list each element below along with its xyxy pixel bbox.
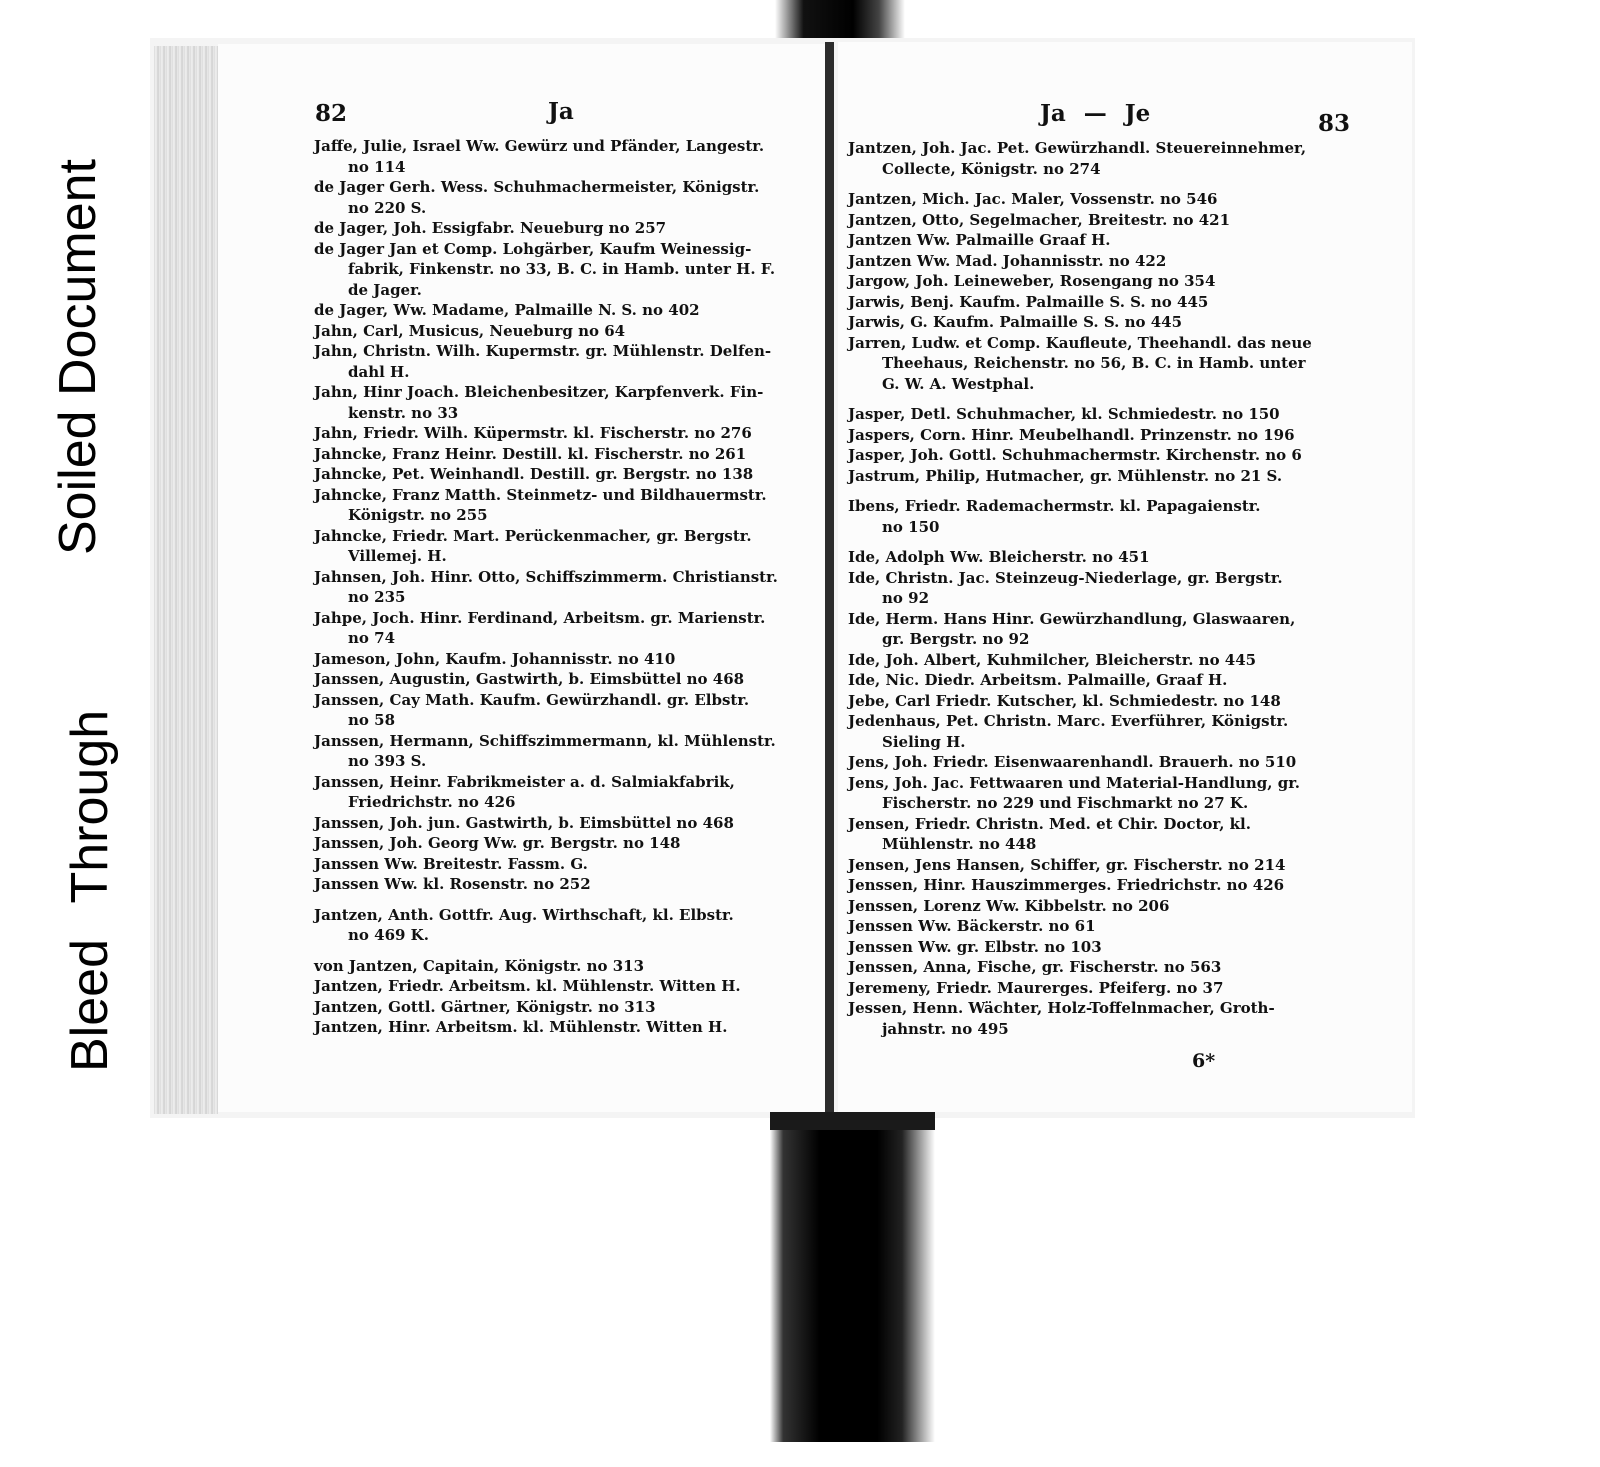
- entry-line: Jenssen, Lorenz Ww. Kibbelstr. no 206: [848, 896, 1170, 915]
- entry-line: Jenssen, Anna, Fische, gr. Fischerstr. no 563: [848, 958, 1222, 976]
- entry-line: Jahncke, Friedr. Mart. Perückenmacher, gr. Bergstr.: [314, 526, 752, 545]
- entry-continuation: de Jager.: [348, 280, 422, 299]
- entry-line: Jarwis, Benj. Kaufm. Palmaille S. S. no 445: [848, 292, 1209, 311]
- directory-entry: [314, 731, 814, 772]
- directory-entry: [314, 813, 814, 834]
- entry-continuation: kenstr. no 33: [348, 403, 459, 422]
- entry-gap: [314, 895, 814, 905]
- entry-continuation: Fischerstr. no 229 und Fischmarkt no 27 K.: [882, 794, 1249, 812]
- entry-continuation: no 469 K.: [348, 926, 429, 944]
- entry-line: Jahncke, Pet. Weinhandl. Destill. gr. Bergstr. no 138: [314, 465, 754, 483]
- entry-continuation: no 220 S.: [348, 198, 427, 217]
- entry-line: Jahpe, Joch. Hinr. Ferdinand, Arbeitsm. gr. Marienstr.: [314, 608, 766, 627]
- right-directory-entries: [848, 138, 1348, 1039]
- directory-entry: [314, 956, 814, 977]
- entry-line: Jebe, Carl Friedr. Kutscher, kl. Schmiedestr. no 148: [848, 691, 1281, 710]
- directory-entry: [848, 978, 1348, 999]
- spine-binding: [770, 1112, 935, 1130]
- directory-entry: [848, 670, 1348, 691]
- entry-line: Janssen Ww. kl. Rosenstr. no 252: [314, 875, 591, 893]
- directory-entry: [848, 650, 1348, 671]
- directory-entry: [848, 230, 1348, 251]
- directory-entry: [848, 404, 1348, 425]
- entry-line: Jantzen Ww. Mad. Johannisstr. no 422: [848, 251, 1167, 270]
- entry-line: Janssen, Joh. Georg Ww. gr. Bergstr. no 148: [314, 834, 681, 852]
- entry-line: Jaffe, Julie, Israel Ww. Gewürz und Pfänder, Langestr.: [314, 137, 765, 155]
- directory-entry: [848, 855, 1348, 876]
- entry-continuation: no 235: [348, 588, 406, 606]
- entry-line: Jarwis, G. Kaufm. Palmaille S. S. no 445: [848, 313, 1183, 331]
- directory-entry: [848, 875, 1348, 896]
- directory-entry: [314, 567, 814, 608]
- directory-entry: [314, 690, 814, 731]
- bleed-through-label: Bleed Through: [61, 709, 119, 1072]
- directory-entry: [314, 976, 814, 997]
- entry-line: Jasper, Joh. Gottl. Schuhmachermstr. Kirchenstr. no 6: [848, 446, 1302, 464]
- directory-entry: [314, 239, 814, 301]
- directory-entry: [848, 547, 1348, 568]
- entry-line: Janssen, Augustin, Gastwirth, b. Eimsbüttel no 468: [314, 670, 745, 688]
- directory-entry: [848, 333, 1348, 395]
- entry-line: Jantzen, Friedr. Arbeitsm. kl. Mühlenstr. Witten H.: [314, 977, 741, 995]
- entry-continuation: jahnstr. no 495: [882, 1019, 1009, 1038]
- entry-line: Jahn, Hinr Joach. Bleichenbesitzer, Karpfenverk. Fin-: [314, 383, 764, 401]
- entry-line: Jensen, Friedr. Christn. Med. et Chir. Doctor, kl.: [848, 814, 1251, 833]
- directory-entry: [848, 814, 1348, 855]
- directory-entry: [314, 1017, 814, 1038]
- entry-line: Janssen, Joh. jun. Gastwirth, b. Eimsbüttel no 468: [314, 813, 734, 832]
- directory-entry: [848, 496, 1348, 537]
- entry-line: Janssen, Heinr. Fabrikmeister a. d. Salmiakfabrik,: [314, 772, 735, 791]
- entry-continuation: Sieling H.: [882, 732, 966, 751]
- entry-line: von Jantzen, Capitain, Königstr. no 313: [314, 956, 645, 975]
- directory-entry: [314, 218, 814, 239]
- directory-entry: [314, 669, 814, 690]
- entry-line: Jantzen, Otto, Segelmacher, Breitestr. no 421: [848, 210, 1231, 229]
- directory-entry: [314, 905, 814, 946]
- left-running-header: Ja: [548, 98, 574, 125]
- directory-entry: [848, 773, 1348, 814]
- directory-entry: [314, 608, 814, 649]
- entry-line: Jameson, John, Kaufm. Johannisstr. no 410: [314, 649, 676, 668]
- directory-entry: [848, 711, 1348, 752]
- entry-line: Jessen, Henn. Wächter, Holz-Toffelnmacher, Groth-: [848, 999, 1275, 1017]
- directory-entry: [848, 271, 1348, 292]
- entry-line: Jantzen, Anth. Gottfr. Aug. Wirthschaft, kl. Elbstr.: [314, 905, 734, 924]
- entry-line: Jastrum, Philip, Hutmacher, gr. Mühlenstr. no 21 S.: [848, 466, 1283, 485]
- directory-entry: [848, 445, 1348, 466]
- directory-entry: [314, 321, 814, 342]
- entry-line: Jenssen Ww. gr. Elbstr. no 103: [848, 937, 1102, 956]
- entry-line: Jantzen Ww. Palmaille Graaf H.: [848, 231, 1111, 249]
- directory-entry: [314, 136, 814, 177]
- entry-line: Jantzen, Joh. Jac. Pet. Gewürzhandl. Steuereinnehmer,: [848, 139, 1307, 157]
- entry-continuation: dahl H.: [348, 362, 410, 381]
- entry-line: Ide, Herm. Hans Hinr. Gewürzhandlung, Glaswaaren,: [848, 609, 1296, 628]
- directory-entry: [314, 485, 814, 526]
- directory-entry: [848, 251, 1348, 272]
- entry-line: de Jager Jan et Comp. Lohgärber, Kaufm Weinessig-: [314, 239, 752, 258]
- soiled-document-label: Soiled Document: [49, 159, 107, 555]
- directory-entry: [314, 997, 814, 1018]
- entry-line: Jenssen, Hinr. Hauszimmerges. Friedrichstr. no 426: [848, 876, 1285, 894]
- directory-entry: [848, 466, 1348, 487]
- entry-line: Jantzen, Gottl. Gärtner, Königstr. no 313: [314, 997, 656, 1016]
- entry-line: Janssen, Hermann, Schiffszimmermann, kl. Mühlenstr.: [314, 731, 776, 750]
- entry-line: Jens, Joh. Jac. Fettwaaren und Material-Handlung, gr.: [848, 773, 1300, 792]
- entry-line: Ide, Adolph Ww. Bleicherstr. no 451: [848, 548, 1150, 566]
- directory-entry: [314, 833, 814, 854]
- directory-entry: [314, 464, 814, 485]
- directory-entry: [314, 874, 814, 895]
- entry-line: Jensen, Jens Hansen, Schiffer, gr. Fischerstr. no 214: [848, 855, 1286, 874]
- entry-line: Jargow, Joh. Leineweber, Rosengang no 354: [848, 272, 1216, 290]
- directory-entry: [314, 177, 814, 218]
- entry-gap: [848, 394, 1348, 404]
- entry-line: Jahn, Christn. Wilh. Kupermstr. gr. Mühlenstr. Delfen-: [314, 342, 772, 360]
- entry-continuation: gr. Bergstr. no 92: [882, 630, 1030, 648]
- entry-continuation: no 393 S.: [348, 752, 427, 770]
- page-edges: [154, 46, 218, 1114]
- entry-line: Jahncke, Franz Heinr. Destill. kl. Fischerstr. no 261: [314, 444, 747, 463]
- left-directory-entries: [314, 136, 814, 1038]
- directory-entry: [848, 312, 1348, 333]
- entry-line: Jahn, Carl, Musicus, Neueburg no 64: [314, 321, 626, 340]
- directory-entry: [848, 292, 1348, 313]
- signature-mark: 6*: [1192, 1050, 1216, 1072]
- entry-continuation: Collecte, Königstr. no 274: [882, 159, 1101, 178]
- entry-line: Jahn, Friedr. Wilh. Küpermstr. kl. Fischerstr. no 276: [314, 424, 752, 442]
- entry-continuation: no 114: [348, 157, 406, 176]
- entry-line: Jantzen, Mich. Jac. Maler, Vossenstr. no 546: [848, 190, 1218, 208]
- directory-entry: [848, 138, 1348, 179]
- entry-line: Jasper, Detl. Schuhmacher, kl. Schmiedestr. no 150: [848, 405, 1280, 423]
- entry-line: Jedenhaus, Pet. Christn. Marc. Everführer, Königstr.: [848, 712, 1289, 730]
- entry-gap: [848, 179, 1348, 189]
- right-page-number: 83: [1318, 110, 1351, 137]
- entry-continuation: Theehaus, Reichenstr. no 56, B. C. in Hamb. unter: [882, 354, 1306, 372]
- right-running-header: Ja — Je: [1040, 100, 1151, 127]
- directory-entry: [314, 300, 814, 321]
- entry-continuation: Königstr. no 255: [348, 506, 488, 524]
- entry-line: Janssen, Cay Math. Kaufm. Gewürzhandl. gr. Elbstr.: [314, 690, 750, 709]
- entry-line: Jens, Joh. Friedr. Eisenwaarenhandl. Brauerh. no 510: [848, 753, 1297, 771]
- entry-line: Janssen Ww. Breitestr. Fassm. G.: [314, 854, 588, 873]
- entry-continuation: no 150: [882, 517, 940, 536]
- directory-entry: [848, 189, 1348, 210]
- entry-line: Ibens, Friedr. Rademachermstr. kl. Papagaienstr.: [848, 497, 1261, 515]
- entry-line: Jarren, Ludw. et Comp. Kaufleute, Theehandl. das neue: [848, 333, 1312, 352]
- entry-continuation: no 58: [348, 711, 396, 729]
- entry-line: Jaspers, Corn. Hinr. Meubelhandl. Prinzenstr. no 196: [848, 425, 1295, 444]
- entry-continuation: no 74: [348, 629, 396, 647]
- directory-entry: [848, 896, 1348, 917]
- directory-entry: [848, 916, 1348, 937]
- entry-continuation: no 92: [882, 589, 930, 607]
- directory-entry: [314, 526, 814, 567]
- entry-continuation: Mühlenstr. no 448: [882, 835, 1037, 853]
- entry-continuation: fabrik, Finkenstr. no 33, B. C. in Hamb. unter H. F.: [348, 260, 776, 278]
- entry-line: Jahnsen, Joh. Hinr. Otto, Schiffszimmerm. Christianstr.: [314, 567, 778, 586]
- entry-line: Jenssen Ww. Bäckerstr. no 61: [848, 917, 1096, 935]
- directory-entry: [848, 425, 1348, 446]
- book-gutter: [825, 42, 834, 1112]
- directory-entry: [848, 937, 1348, 958]
- book-spine-bottom: [770, 1112, 935, 1442]
- left-page-number: 82: [315, 100, 348, 127]
- entry-line: Jeremeny, Friedr. Maurerges. Pfeiferg. no 37: [848, 978, 1224, 997]
- directory-entry: [314, 649, 814, 670]
- directory-entry: [848, 210, 1348, 231]
- directory-entry: [314, 423, 814, 444]
- entry-line: Jantzen, Hinr. Arbeitsm. kl. Mühlenstr. Witten H.: [314, 1018, 728, 1036]
- directory-entry: [848, 609, 1348, 650]
- directory-entry: [848, 691, 1348, 712]
- entry-gap: [848, 486, 1348, 496]
- directory-entry: [314, 382, 814, 423]
- entry-gap: [314, 946, 814, 956]
- directory-entry: [314, 341, 814, 382]
- directory-entry: [314, 772, 814, 813]
- directory-entry: [314, 854, 814, 875]
- entry-gap: [848, 537, 1348, 547]
- directory-entry: [848, 752, 1348, 773]
- entry-line: Jahncke, Franz Matth. Steinmetz- und Bildhauermstr.: [314, 485, 767, 504]
- entry-continuation: Villemej. H.: [348, 547, 447, 565]
- entry-continuation: Friedrichstr. no 426: [348, 793, 516, 811]
- directory-entry: [848, 568, 1348, 609]
- entry-line: Ide, Nic. Diedr. Arbeitsm. Palmaille, Graaf H.: [848, 671, 1228, 689]
- entry-line: de Jager, Joh. Essigfabr. Neueburg no 257: [314, 219, 667, 237]
- entry-line: de Jager Gerh. Wess. Schuhmachermeister, Königstr.: [314, 178, 760, 196]
- directory-entry: [314, 444, 814, 465]
- directory-entry: [848, 957, 1348, 978]
- directory-entry: [848, 998, 1348, 1039]
- entry-line: Ide, Christn. Jac. Steinzeug-Niederlage, gr. Bergstr.: [848, 568, 1283, 587]
- entry-line: Ide, Joh. Albert, Kuhmilcher, Bleicherstr. no 445: [848, 650, 1257, 669]
- entry-continuation: G. W. A. Westphal.: [882, 374, 1035, 393]
- entry-line: de Jager, Ww. Madame, Palmaille N. S. no 402: [314, 301, 700, 319]
